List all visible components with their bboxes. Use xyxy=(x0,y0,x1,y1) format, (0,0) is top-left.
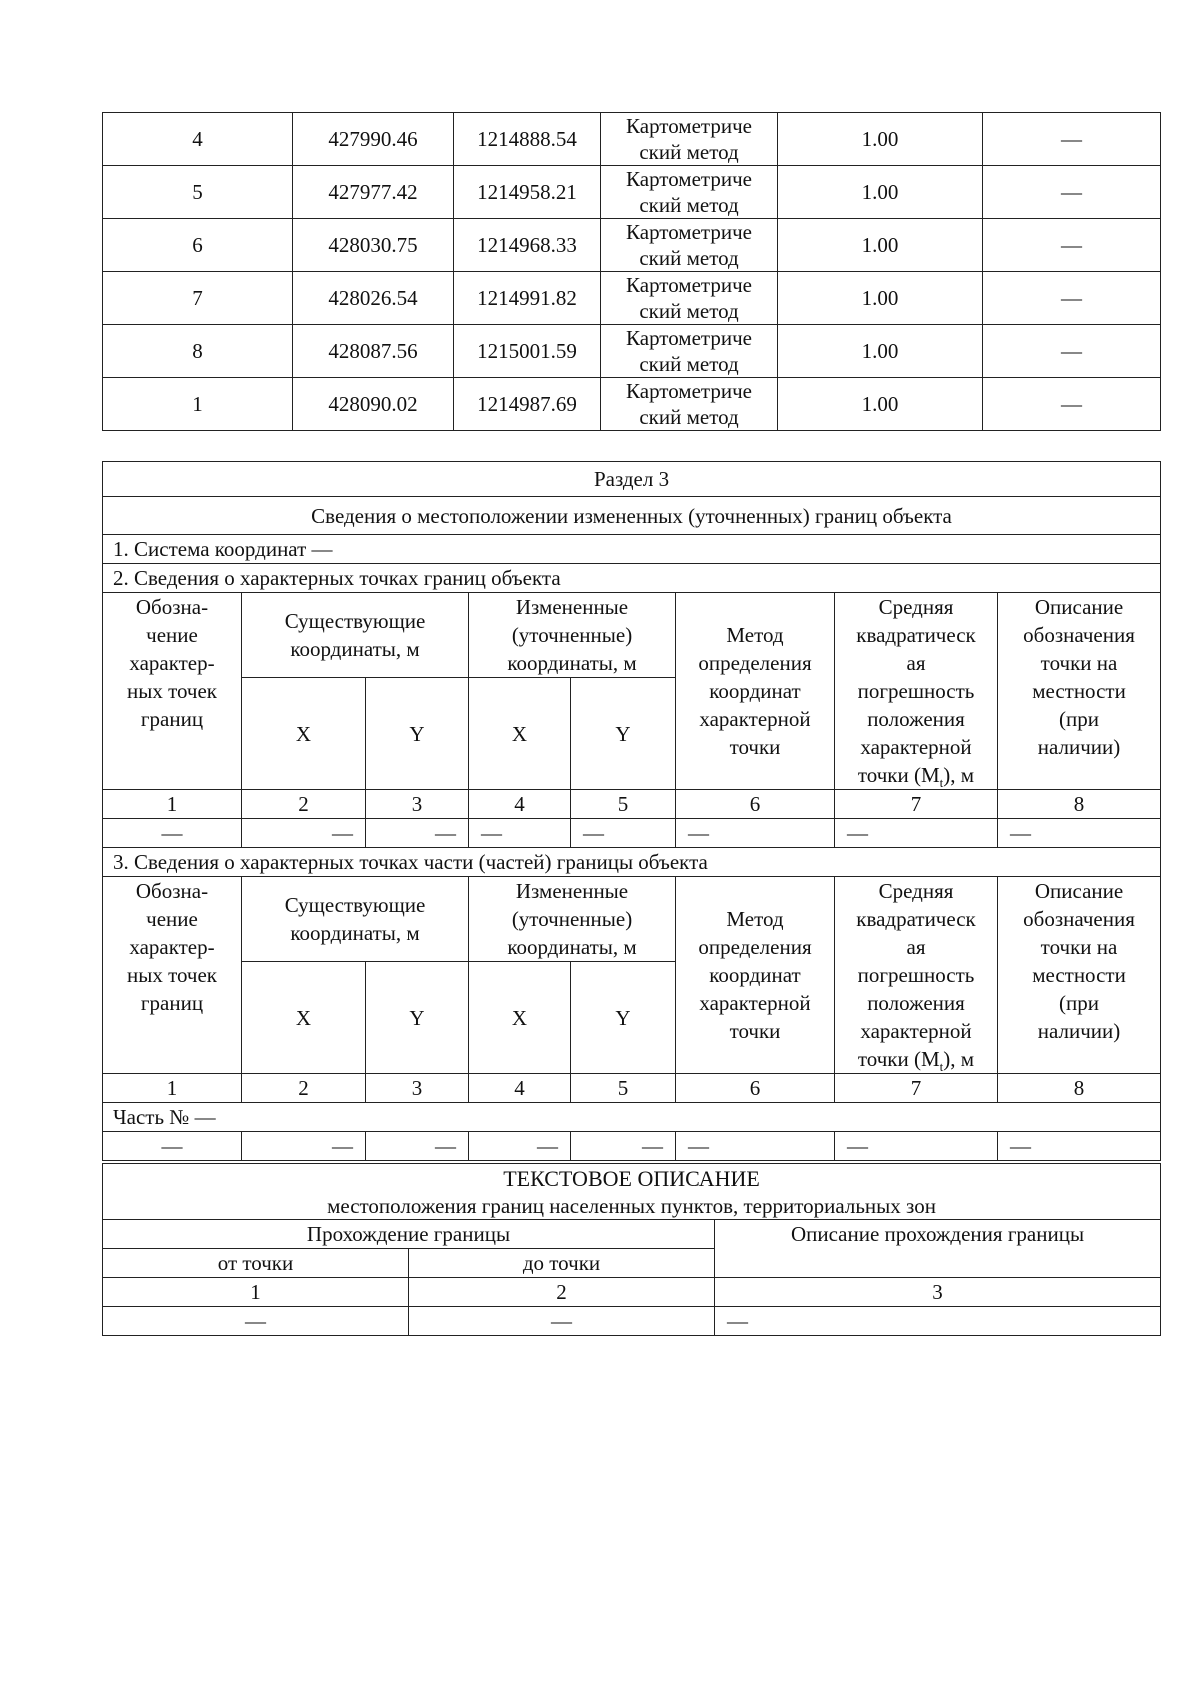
header-line: точки на xyxy=(1040,935,1118,959)
col-num: 2 xyxy=(242,790,366,819)
header-line: Измененные xyxy=(515,595,629,619)
accuracy-value: 1.00 xyxy=(778,166,983,219)
header-line: квадратическ xyxy=(856,623,976,647)
accuracy-value: 1.00 xyxy=(778,272,983,325)
to-point-header: до точки xyxy=(409,1249,715,1278)
accuracy-header xyxy=(835,877,998,1074)
coord-x: 427977.42 xyxy=(293,166,454,219)
header-line: координаты, м xyxy=(290,637,420,661)
col-num: 3 xyxy=(366,790,469,819)
method-cell xyxy=(601,113,778,166)
dash-cell: — xyxy=(998,1132,1161,1161)
designation-header xyxy=(103,593,242,790)
header-line: местности xyxy=(1032,963,1126,987)
header-line: координат xyxy=(709,679,801,703)
changed-coords-header xyxy=(469,593,676,678)
point-number: 5 xyxy=(103,166,293,219)
table-row xyxy=(103,166,1161,219)
section-subtitle: Сведения о местоположении измененных (уточненных) границ объекта xyxy=(103,497,1161,535)
header-line: Обозна- xyxy=(135,879,209,903)
header-line: Существующие xyxy=(284,609,426,633)
coord-y: 1214958.21 xyxy=(454,166,601,219)
col-num: 1 xyxy=(103,1074,242,1103)
method-line: Картометриче xyxy=(626,220,752,244)
part-label: Часть № — xyxy=(103,1103,1161,1132)
header-line: наличии) xyxy=(1037,1019,1121,1043)
table-row xyxy=(103,378,1161,431)
axis-header: Y xyxy=(571,962,676,1074)
header-line: определения xyxy=(698,935,812,959)
header-line: (при xyxy=(1059,707,1099,731)
point-number: 7 xyxy=(103,272,293,325)
method-line: Картометриче xyxy=(626,114,752,138)
col-num: 2 xyxy=(409,1278,715,1307)
dash-cell: — xyxy=(242,819,366,848)
header-part: t xyxy=(939,1059,944,1074)
header-line: Описание xyxy=(1034,879,1124,903)
axis-header: Y xyxy=(366,678,469,790)
col-num: 1 xyxy=(103,790,242,819)
point-number: 6 xyxy=(103,219,293,272)
top-coordinates-table xyxy=(102,112,1161,431)
description-header xyxy=(998,877,1161,1074)
col-num: 8 xyxy=(998,1074,1161,1103)
point-number: 8 xyxy=(103,325,293,378)
header-line xyxy=(835,1045,997,1073)
header-line: характер- xyxy=(129,651,215,675)
header-line: положения xyxy=(867,991,965,1015)
method-header xyxy=(676,593,835,790)
dash-cell: — xyxy=(835,819,998,848)
col-num: 5 xyxy=(571,1074,676,1103)
description-value: — xyxy=(983,219,1161,272)
dash-cell: — xyxy=(571,1132,676,1161)
header-line: наличии) xyxy=(1037,735,1121,759)
method-cell xyxy=(601,219,778,272)
header-line: координат xyxy=(709,963,801,987)
header-line: ая xyxy=(906,651,926,675)
coord-x: 428030.75 xyxy=(293,219,454,272)
header-line: квадратическ xyxy=(856,907,976,931)
header-part: t xyxy=(939,775,944,790)
description-value: — xyxy=(983,166,1161,219)
header-line: Измененные xyxy=(515,879,629,903)
table-row xyxy=(103,219,1161,272)
coord-y: 1214987.69 xyxy=(454,378,601,431)
header-line: чение xyxy=(146,623,198,647)
method-line: ский метод xyxy=(639,140,739,164)
description-value: — xyxy=(983,272,1161,325)
coord-x: 427990.46 xyxy=(293,113,454,166)
header-line: (уточненные) xyxy=(511,907,633,931)
header-line: координаты, м xyxy=(507,651,637,675)
header-line: характерной xyxy=(699,991,811,1015)
col-num: 8 xyxy=(998,790,1161,819)
header-line: Описание xyxy=(1034,595,1124,619)
header-line: характерной xyxy=(860,735,972,759)
header-line: точки xyxy=(729,1019,781,1043)
header-part: ), м xyxy=(943,763,975,787)
designation-header xyxy=(103,877,242,1074)
dash-cell: — xyxy=(103,1307,409,1336)
header-line: точки xyxy=(729,735,781,759)
table-row xyxy=(103,272,1161,325)
header-line: координаты, м xyxy=(290,921,420,945)
accuracy-value: 1.00 xyxy=(778,113,983,166)
method-line: ский метод xyxy=(639,299,739,323)
coord-y: 1214968.33 xyxy=(454,219,601,272)
header-line: Существующие xyxy=(284,893,426,917)
header-line: погрешность xyxy=(857,963,975,987)
text-desc-title: ТЕКСТОВОЕ ОПИСАНИЕ xyxy=(503,1165,760,1191)
dash-cell: — xyxy=(103,1132,242,1161)
axis-header: X xyxy=(242,678,366,790)
header-line xyxy=(835,761,997,789)
coord-x: 428090.02 xyxy=(293,378,454,431)
col-num: 3 xyxy=(715,1278,1161,1307)
passage-header: Прохождение границы xyxy=(103,1220,715,1249)
dash-cell: — xyxy=(242,1132,366,1161)
method-line: ский метод xyxy=(639,246,739,270)
header-line: Средняя xyxy=(878,879,954,903)
header-line: Обозна- xyxy=(135,595,209,619)
header-part: точки (M xyxy=(857,763,940,787)
existing-coords-header xyxy=(242,877,469,962)
axis-header: X xyxy=(469,962,571,1074)
header-line: чение xyxy=(146,907,198,931)
col-num: 7 xyxy=(835,790,998,819)
header-line: ных точек xyxy=(126,679,218,703)
axis-header: Y xyxy=(571,678,676,790)
method-header xyxy=(676,877,835,1074)
header-line: ая xyxy=(906,935,926,959)
accuracy-value: 1.00 xyxy=(778,325,983,378)
header-line: Метод xyxy=(726,623,784,647)
header-line: обозначения xyxy=(1023,623,1135,647)
header-line: Метод xyxy=(726,907,784,931)
table-row xyxy=(103,113,1161,166)
header-line: положения xyxy=(867,707,965,731)
method-line: Картометриче xyxy=(626,326,752,350)
header-line: Средняя xyxy=(878,595,954,619)
method-cell xyxy=(601,272,778,325)
dash-cell: — xyxy=(998,819,1161,848)
section3-table xyxy=(102,461,1161,1161)
description-value: — xyxy=(983,378,1161,431)
col-num: 4 xyxy=(469,1074,571,1103)
point-number: 4 xyxy=(103,113,293,166)
header-line: координаты, м xyxy=(507,935,637,959)
dash-cell: — xyxy=(366,1132,469,1161)
method-line: ский метод xyxy=(639,405,739,429)
col-num: 6 xyxy=(676,790,835,819)
method-line: ский метод xyxy=(639,193,739,217)
accuracy-value: 1.00 xyxy=(778,378,983,431)
dash-cell: — xyxy=(469,1132,571,1161)
header-line: определения xyxy=(698,651,812,675)
col-num: 4 xyxy=(469,790,571,819)
col-num: 7 xyxy=(835,1074,998,1103)
points-heading: 2. Сведения о характерных точках границ объекта xyxy=(103,564,1161,593)
dash-cell: — xyxy=(103,819,242,848)
description-value: — xyxy=(983,113,1161,166)
header-line: обозначения xyxy=(1023,907,1135,931)
coord-y: 1214991.82 xyxy=(454,272,601,325)
axis-header: Y xyxy=(366,962,469,1074)
dash-cell: — xyxy=(469,819,571,848)
method-line: Картометриче xyxy=(626,379,752,403)
method-cell xyxy=(601,325,778,378)
description-value: — xyxy=(983,325,1161,378)
col-num: 2 xyxy=(242,1074,366,1103)
dash-cell: — xyxy=(676,819,835,848)
dash-cell: — xyxy=(366,819,469,848)
method-line: Картометриче xyxy=(626,167,752,191)
header-part: точки (M xyxy=(857,1047,940,1071)
section-title: Раздел 3 xyxy=(103,462,1161,497)
header-line: (уточненные) xyxy=(511,623,633,647)
header-line: границ xyxy=(140,707,204,731)
description-header xyxy=(998,593,1161,790)
text-description-title xyxy=(103,1164,1161,1220)
passage-desc-header: Описание прохождения границы xyxy=(715,1220,1161,1278)
parts-heading: 3. Сведения о характерных точках части (частей) границы объекта xyxy=(103,848,1161,877)
method-line: ский метод xyxy=(639,352,739,376)
table-row xyxy=(103,325,1161,378)
method-cell xyxy=(601,166,778,219)
header-line: ных точек xyxy=(126,963,218,987)
changed-coords-header xyxy=(469,877,676,962)
col-num: 1 xyxy=(103,1278,409,1307)
header-line: характер- xyxy=(129,935,215,959)
header-line: (при xyxy=(1059,991,1099,1015)
header-line: погрешность xyxy=(857,679,975,703)
dash-cell: — xyxy=(409,1307,715,1336)
text-description-table xyxy=(102,1163,1161,1336)
header-line: границ xyxy=(140,991,204,1015)
col-num: 6 xyxy=(676,1074,835,1103)
header-line: местности xyxy=(1032,679,1126,703)
header-line: характерной xyxy=(860,1019,972,1043)
dash-cell: — xyxy=(715,1307,1161,1336)
header-line: характерной xyxy=(699,707,811,731)
header-line: точки на xyxy=(1040,651,1118,675)
existing-coords-header xyxy=(242,593,469,678)
point-number: 1 xyxy=(103,378,293,431)
from-point-header: от точки xyxy=(103,1249,409,1278)
coord-x: 428087.56 xyxy=(293,325,454,378)
coord-y: 1214888.54 xyxy=(454,113,601,166)
accuracy-value: 1.00 xyxy=(778,219,983,272)
col-num: 5 xyxy=(571,790,676,819)
dash-cell: — xyxy=(571,819,676,848)
coord-x: 428026.54 xyxy=(293,272,454,325)
method-line: Картометриче xyxy=(626,273,752,297)
header-part: ), м xyxy=(943,1047,975,1071)
text-desc-subtitle: местоположения границ населенных пунктов, территориальных зон xyxy=(327,1193,936,1218)
axis-header: X xyxy=(242,962,366,1074)
dash-cell: — xyxy=(835,1132,998,1161)
method-cell xyxy=(601,378,778,431)
col-num: 3 xyxy=(366,1074,469,1103)
coord-y: 1215001.59 xyxy=(454,325,601,378)
coord-system-label: 1. Система координат — xyxy=(103,535,1161,564)
accuracy-header xyxy=(835,593,998,790)
axis-header: X xyxy=(469,678,571,790)
dash-cell: — xyxy=(676,1132,835,1161)
